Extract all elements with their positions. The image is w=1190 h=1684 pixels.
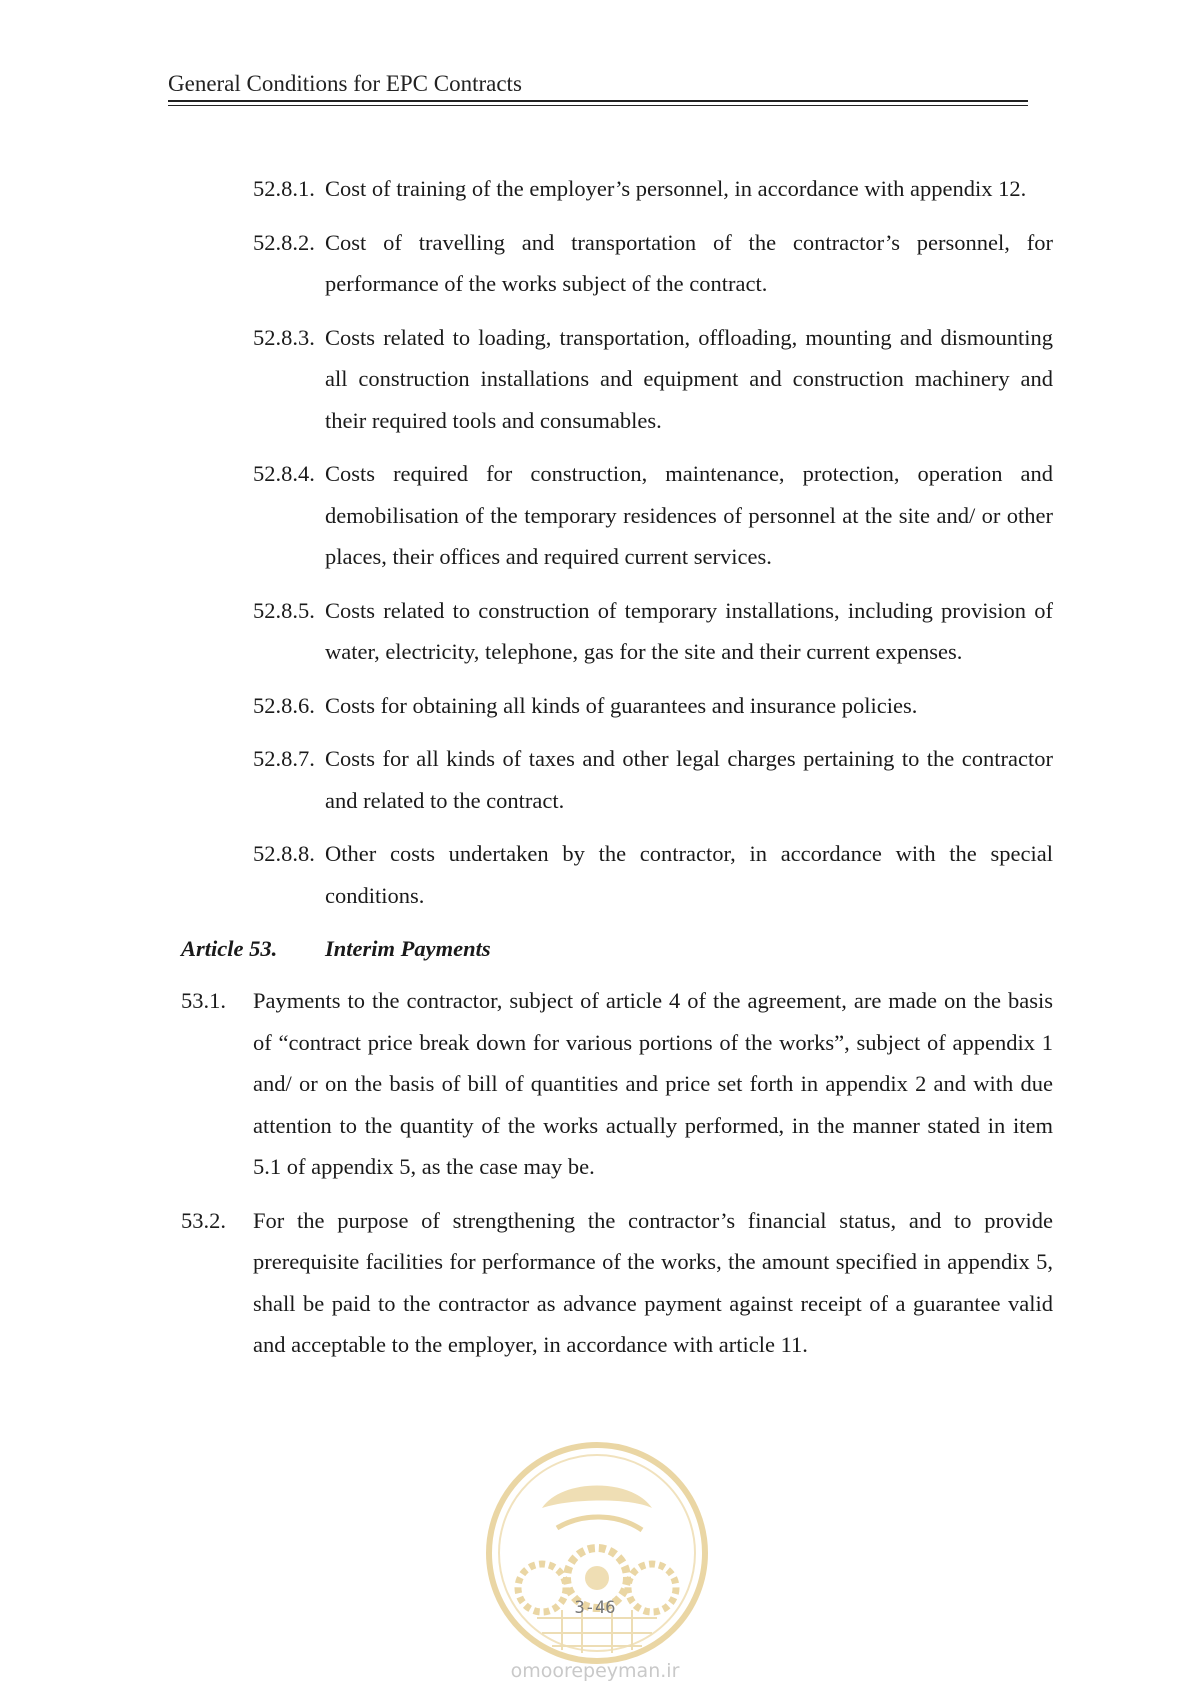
list-item (253, 453, 1053, 578)
item-number: 52.8.7. (253, 746, 315, 771)
clause (181, 980, 1053, 1188)
item-text: Cost of travelling and transportation of the contractor’s personnel, for performance of the works subject of the contract. (325, 229, 1053, 296)
item-number: 52.8.3. (253, 324, 315, 350)
item-text: Costs for all kinds of taxes and other legal charges pertaining to the contractor and related to the contract. (325, 746, 1053, 813)
watermark-seal-icon (482, 1438, 712, 1668)
article-number: Article 53. (181, 936, 278, 961)
item-text: Other costs undertaken by the contractor, in accordance with the special conditions. (325, 841, 1053, 908)
item-number: 52.8.8. (253, 841, 315, 866)
list-item (253, 590, 1053, 673)
item-text: Costs required for construction, maintenance, protection, operation and demobilisation of the temporary residences of personnel at the site and/ or other places, their offices and required current services. (325, 461, 1053, 569)
clause-text: Payments to the contractor, subject of article 4 of the agreement, are made on the basis of “contract price break down for various portions of the works”, subject of appendix 1 and/ or on the basis of bill of quantities and price set forth in appendix 2 and with due attention to the quantity of the works actually performed, in the manner stated in item 5.1 of appendix 5, as the case may be. (253, 988, 1053, 1179)
item-text: Cost of training of the employer’s personnel, in accordance with appendix 12. (325, 176, 1027, 201)
item-number: 52.8.6. (253, 692, 315, 718)
list-item (253, 833, 1053, 916)
item-number: 52.8.4. (253, 461, 315, 486)
clause-number: 53.2. (181, 1207, 226, 1233)
document-body (0, 168, 1190, 1378)
list-item (253, 685, 1053, 727)
clause-number: 53.1. (181, 988, 226, 1013)
article-title: Interim Payments (325, 936, 491, 961)
list-item (253, 168, 1053, 210)
list-item (253, 738, 1053, 821)
item-number: 52.8.2. (253, 229, 315, 255)
item-text: Costs related to construction of temporary installations, including provision of water, electricity, telephone, gas for the site and their current expenses. (325, 597, 1053, 664)
header-title: General Conditions for EPC Contracts (168, 71, 522, 96)
page-number: 3-46 (574, 1598, 616, 1618)
watermark-site-text: omoorepeyman.ir (510, 1660, 680, 1682)
article-heading (181, 928, 1190, 970)
item-text: Costs related to loading, transportation, offloading, mounting and dismounting all construction installations and equipment and construction machinery and their required tools and consumables. (325, 324, 1053, 433)
clause-text: For the purpose of strengthening the contractor’s financial status, and to provide prerequisite facilities for performance of the works, the amount specified in appendix 5, shall be paid to the contractor as advance payment against receipt of a guarantee valid and acceptable to the employer, in accordance with article 11. (253, 1207, 1053, 1357)
list-item (253, 222, 1053, 305)
list-item (253, 317, 1053, 442)
header-rule (168, 100, 1028, 106)
item-number: 52.8.5. (253, 597, 315, 623)
page-header (168, 70, 1018, 98)
clause (181, 1200, 1053, 1366)
item-number: 52.8.1. (253, 176, 315, 201)
item-text: Costs for obtaining all kinds of guarantees and insurance policies. (325, 692, 918, 718)
